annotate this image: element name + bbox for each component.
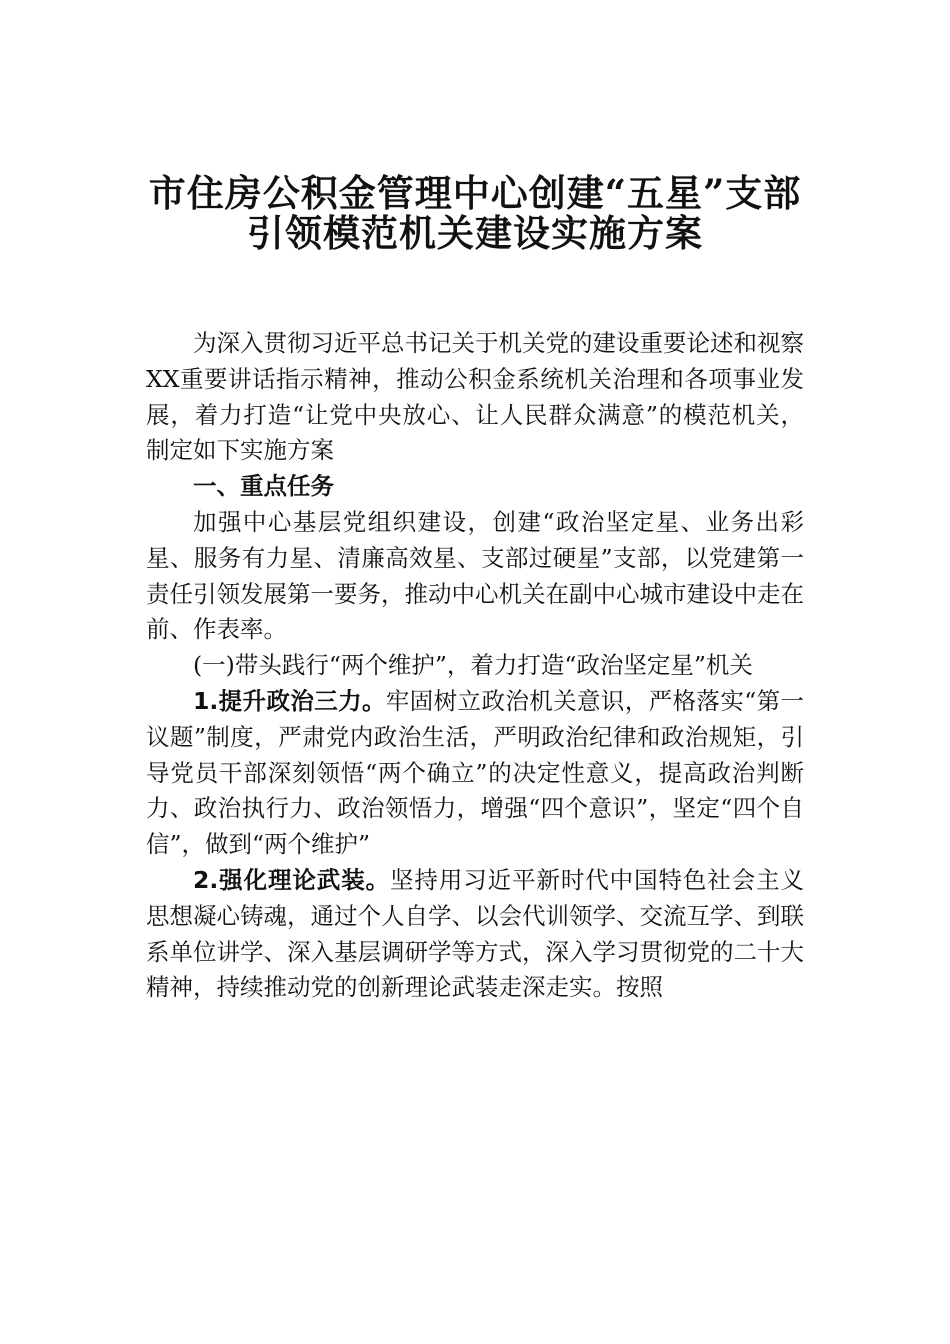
- item-body-1: 牢固树立政治机关意识，严格落实“第一议题”制度，严肃党内政治生活，严明政治纪律和政治规矩，引导党员干部深刻领悟“两个确立”的决定性意义，提高政治判断力、政治执行力、政治领悟力，增强“四个意识”，坚定“四个自信”，做到“两个维护”: [146, 686, 805, 859]
- document-body: [146, 326, 804, 1006]
- item-paragraph-2: [146, 863, 804, 1006]
- intro-paragraph: 为深入贯彻习近平总书记关于机关党的建设重要论述和视察XX重要讲话指示精神，推动公积金系统机关治理和各项事业发展，着力打造“让党中央放心、让人民群众满意”的模范机关，制定如下实施方案: [146, 329, 804, 465]
- section-heading-key-tasks: 一、重点任务: [193, 472, 334, 501]
- section-paragraph: 加强中心基层党组织建设，创建“政治坚定星、业务出彩星、服务有力星、清廉高效星、支部过硬星”支部，以党建第一责任引领发展第一要务，推动中心机关在副中心城市建设中走在前、作表率。: [146, 507, 804, 644]
- item-body-2: 坚持用习近平新时代中国特色社会主义思想凝心铸魂，通过个人自学、以会代训领学、交流互学、到联系单位讲学、深入基层调研学等方式，深入学习贯彻党的二十大精神，持续推动党的创新理论武装走深走实。按照: [146, 865, 805, 1002]
- document-title-line-2: 引领模范机关建设实施方案: [247, 211, 703, 255]
- subsection-heading: (一)带头践行“两个维护”，着力打造“政治坚定星”机关: [193, 651, 753, 680]
- document-title-line-1: 市住房公积金管理中心创建“五星”支部: [148, 171, 802, 215]
- item-lead-1: 1.提升政治三力。: [193, 686, 386, 715]
- item-lead-2: 2.强化理论武装。: [193, 865, 391, 894]
- item-paragraph-1: [146, 684, 804, 863]
